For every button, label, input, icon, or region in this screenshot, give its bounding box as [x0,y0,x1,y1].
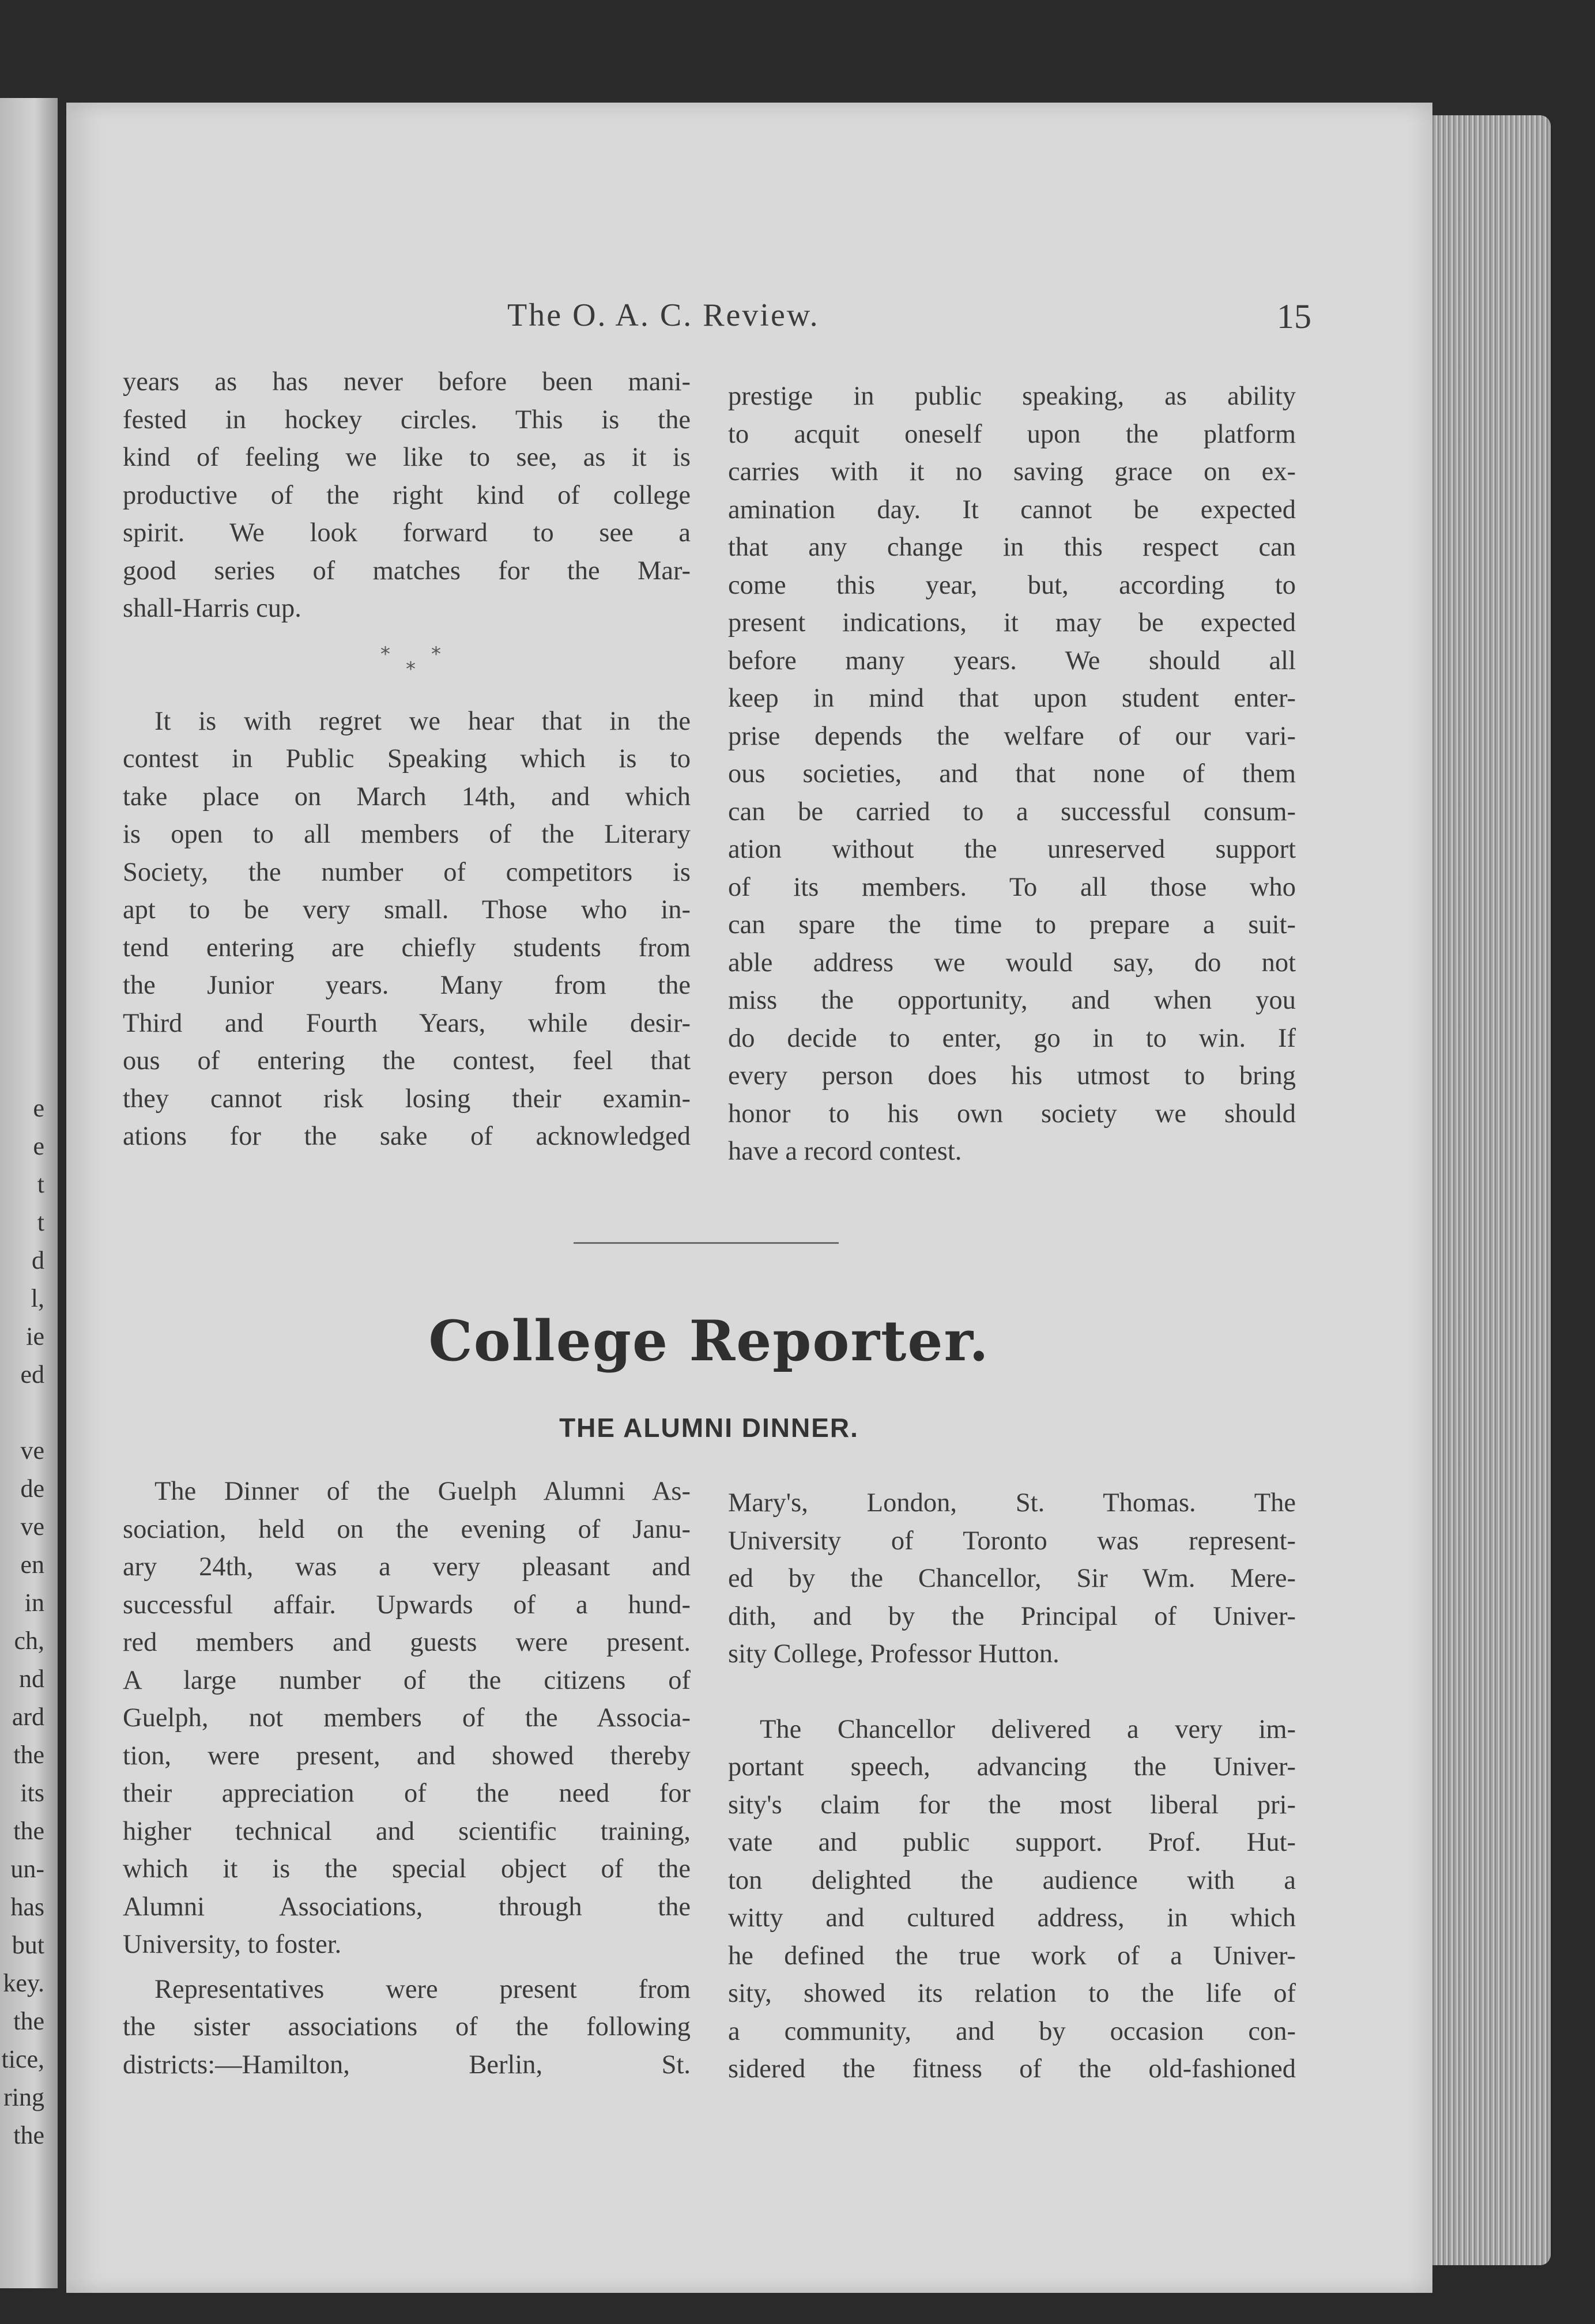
previous-page-edge [0,98,58,2288]
text-line: good series of matches for the Mar- [123,556,691,586]
text-line: to acquit oneself upon the platform [728,419,1296,449]
fragment-text: the [13,2121,44,2149]
upper-left-column [123,363,691,1156]
text-line: University, to foster. [123,1930,342,1959]
text-line: sity College, Professor Hutton. [728,1639,1059,1669]
text-line: Representatives were present from [154,1974,691,2004]
fragment-text: e [33,1094,44,1122]
text-line: It is with regret we hear that in the [154,706,691,736]
text-line: prestige in public speaking, as ability [728,382,1296,411]
text-line: they cannot risk losing their examin- [123,1084,691,1114]
section-divider-rule [574,1242,839,1244]
separator-stars [380,643,441,681]
text-line: miss the opportunity, and when you [728,986,1296,1015]
text-line: present indications, it may be expected [728,608,1296,637]
text-line: which it is the special object of the [123,1854,691,1884]
text-line: Society, the number of competitors is [123,857,691,887]
text-line: productive of the right kind of college [123,480,691,510]
text-line: dith, and by the Principal of Univer- [728,1601,1296,1631]
text-line: contest in Public Speaking which is to [123,744,691,774]
paragraph-prestige [728,378,1296,1171]
text-line: A large number of the citizens of [123,1665,691,1695]
text-line: honor to his own society we should [728,1099,1296,1129]
upper-right-column [728,378,1296,1171]
text-line: can spare the time to prepare a suit- [728,910,1296,940]
page-edge-stack [1430,115,1551,2265]
text-line: portant speech, advancing the Univer- [728,1752,1296,1782]
fragment-text: in [24,1589,44,1617]
fragment-text: en [20,1550,44,1579]
text-line: Guelph, not members of the Associa- [123,1703,691,1733]
fragment-text: e [33,1132,44,1160]
text-line: carries with it no saving grace on ex- [728,457,1296,486]
paragraph-districts-cont [728,1484,1296,1673]
fragment-text: ve [20,1512,44,1541]
paragraph-dinner [123,1473,691,1964]
fragment-text: ve [20,1436,44,1465]
text-line: red members and guests were present. [123,1628,691,1657]
text-line: Alumni Associations, through the [123,1892,691,1922]
text-line: the sister associations of the following [123,2012,691,2042]
fragment-text: ie [26,1322,44,1350]
fragment-text: t [37,1170,44,1198]
text-line: he defined the true work of a Univer- [728,1941,1296,1971]
text-line: sity, showed its relation to the life of [728,1979,1296,2008]
fragment-text: the [13,1817,44,1845]
text-line: Mary's, London, St. Thomas. The [728,1488,1296,1518]
running-header: The O. A. C. Review. [507,297,820,333]
paragraph-representatives [123,1971,691,2084]
text-line: is open to all members of the Literary [123,820,691,849]
fragment-text: ard [12,1703,44,1731]
fragment-text: ring [3,2083,44,2111]
text-line: come this year, but, according to [728,570,1296,600]
article-heading: THE ALUMNI DINNER. [559,1413,859,1443]
text-line: ary 24th, was a very pleasant and [123,1552,691,1582]
previous-page-text-fragments [0,1089,55,2155]
fragment-text: the [13,1741,44,1769]
text-line: The Dinner of the Guelph Alumni As- [154,1477,691,1506]
text-line: ation without the unreserved support [728,835,1296,864]
text-line: fested in hockey circles. This is the [123,405,691,435]
fragment-text: ch, [14,1627,44,1655]
text-line: ton delighted the audience with a [728,1865,1296,1895]
text-line: able address we would say, do not [728,948,1296,978]
text-line: witty and cultured address, in which [728,1903,1296,1933]
text-line: can be carried to a successful consum- [728,797,1296,827]
fragment-text: key. [3,1969,44,1997]
text-line: higher technical and scientific training, [123,1816,691,1846]
fragment-text: d [32,1246,44,1274]
fragment-text: ed [20,1360,44,1389]
fragment-text: its [20,1779,44,1807]
page-number: 15 [1277,297,1311,335]
fragment-text: un- [10,1855,44,1883]
fragment-text: de [20,1474,44,1503]
text-line: have a record contest. [728,1137,962,1166]
text-line: take place on March 14th, and which [123,782,691,812]
text-line: kind of feeling we like to see, as it is [123,443,691,472]
text-line: tend entering are chiefly students from [123,933,691,963]
text-line: that any change in this respect can [728,533,1296,562]
fragment-text [0,1394,55,1432]
text-line: Third and Fourth Years, while desir- [123,1008,691,1038]
lower-left-column [123,1473,691,2084]
text-line: sidered the fitness of the old-fashioned [728,2054,1296,2084]
text-line: districts:—Hamilton, Berlin, St. [123,2050,691,2080]
lower-right-column [728,1484,1296,2088]
text-line: years as has never before been mani- [123,367,691,397]
text-line: ations for the sake of acknowledged [123,1122,691,1151]
star-mark: * [406,658,416,681]
paragraph-chancellor [728,1711,1296,2088]
text-line: apt to be very small. Those who in- [123,895,691,925]
text-line: amination day. It cannot be expected [728,495,1296,525]
fragment-text: has [10,1893,44,1921]
text-line: of its members. To all those who [728,872,1296,902]
text-line: The Chancellor delivered a very im- [760,1714,1296,1744]
text-line: their appreciation of the need for [123,1779,691,1808]
text-line: vate and public support. Prof. Hut- [728,1828,1296,1857]
text-line: ous of entering the contest, feel that [123,1046,691,1076]
fragment-text: l, [31,1284,44,1312]
fragment-text: the [13,2007,44,2035]
text-line: prise depends the welfare of our vari- [728,721,1296,751]
text-line: sociation, held on the evening of Janu- [123,1514,691,1544]
text-line: a community, and by occasion con- [728,2016,1296,2046]
text-line: tion, were present, and showed thereby [123,1741,691,1771]
fragment-text: tice, [1,2045,44,2073]
text-line: spirit. We look forward to see a [123,518,691,548]
text-line: keep in mind that upon student enter- [728,684,1296,713]
text-line: ous societies, and that none of them [728,759,1296,788]
text-line: the Junior years. Many from the [123,971,691,1000]
text-line: successful affair. Upwards of a hund- [123,1590,691,1620]
paragraph-public-speaking [123,703,691,1156]
text-line: University of Toronto was represent- [728,1526,1296,1556]
text-line: ed by the Chancellor, Sir Wm. Mere- [728,1564,1296,1593]
fragment-text: but [12,1931,44,1959]
star-mark: * [380,643,390,666]
text-line: sity's claim for the most liberal pri- [728,1790,1296,1820]
text-line: before many years. We should all [728,646,1296,676]
section-title: College Reporter. [428,1308,990,1374]
text-line: do decide to enter, go in to win. If [728,1023,1296,1053]
text-line: shall-Harris cup. [123,594,301,623]
fragment-text: t [37,1208,44,1236]
fragment-text: nd [19,1665,44,1693]
paragraph-hockey [123,363,691,628]
text-line: every person does his utmost to bring [728,1061,1296,1091]
star-mark: * [431,643,441,666]
